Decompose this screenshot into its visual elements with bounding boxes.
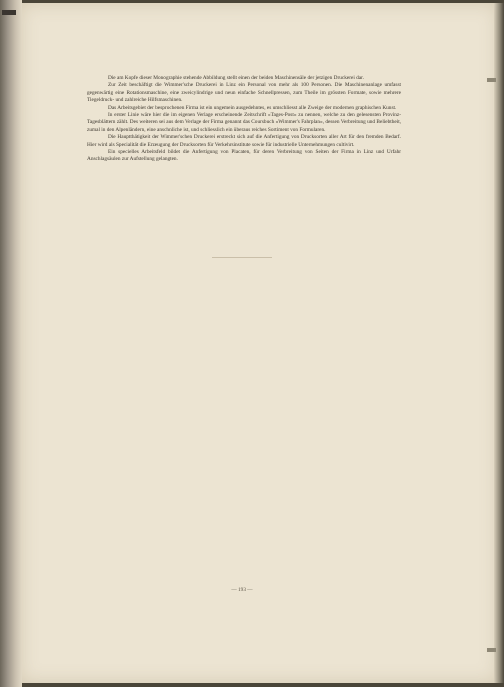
- book-spine: [0, 0, 22, 687]
- edge-mark: [487, 78, 496, 82]
- edge-mark: [487, 648, 496, 652]
- paragraph: Das Arbeitsgebiet der besprochenen Firma ist ein ungemein ausgedehntes, es umschliesst alle Zweige der modernen graphischen Kunst.: [108, 104, 397, 111]
- paragraph: Die am Kopfe dieser Monographie stehende Abbildung stellt einen der beiden Maschinensäle der jetzigen Druckerei dar.: [108, 75, 364, 81]
- page-edge: [494, 3, 504, 683]
- library-stamp: [2, 10, 16, 15]
- page-number: — 193 —: [231, 587, 253, 593]
- paragraph: In erster Linie wäre hier die im eigenen Verlage erscheinende Zeitschrift »Tages-Post« zu nennen, welche zu den gelesensten Provinz-Tagesblättern zählt. Des weiteren sei aus dem Verlage der Firma genannt das Coursbuch »Wimmer's Fahrplan«, dessen Verbreitung und Beliebtheit, zumal in den Alpenländern, eine anschnliche ist, und schliesslich ein überaus reiches Sortiment von Formularen.: [87, 112, 401, 133]
- paragraph: Zur Zeit beschäftigt die Wimmer'sche Druckerei in Linz ein Personal von mehr als 100 Personen. Die Maschinenanlage umfasst gegenwärtig eine Rotationsmaschine, eine zweicylindrige und neun einfache Schnellpressen, zum Theile im grössten Formate, sowie mehrere Tiegeldruck- und zahlreiche Hilfsmaschinen.: [87, 82, 401, 104]
- paragraph: Ein specielles Arbeitsfeld bildet die Anfertigung von Placaten, für deren Verbreitung von Seiten der Firma in Linz und Urfahr Anschlagsäulen zur Aufstellung gelangten.: [87, 149, 401, 163]
- section-divider: [212, 257, 272, 258]
- body-text: [87, 75, 401, 164]
- paragraph: Die Hauptthätigkeit der Wimmer'schen Druckerei erstreckt sich auf die Anfertigung von Drucksorten aller Art für den fremden Bedarf. Hier wird als Specialität die Erzeugung der Drucksorten für Verkehrsinstitute sowie für industrielle Unternehmungen cultivirt.: [87, 134, 401, 148]
